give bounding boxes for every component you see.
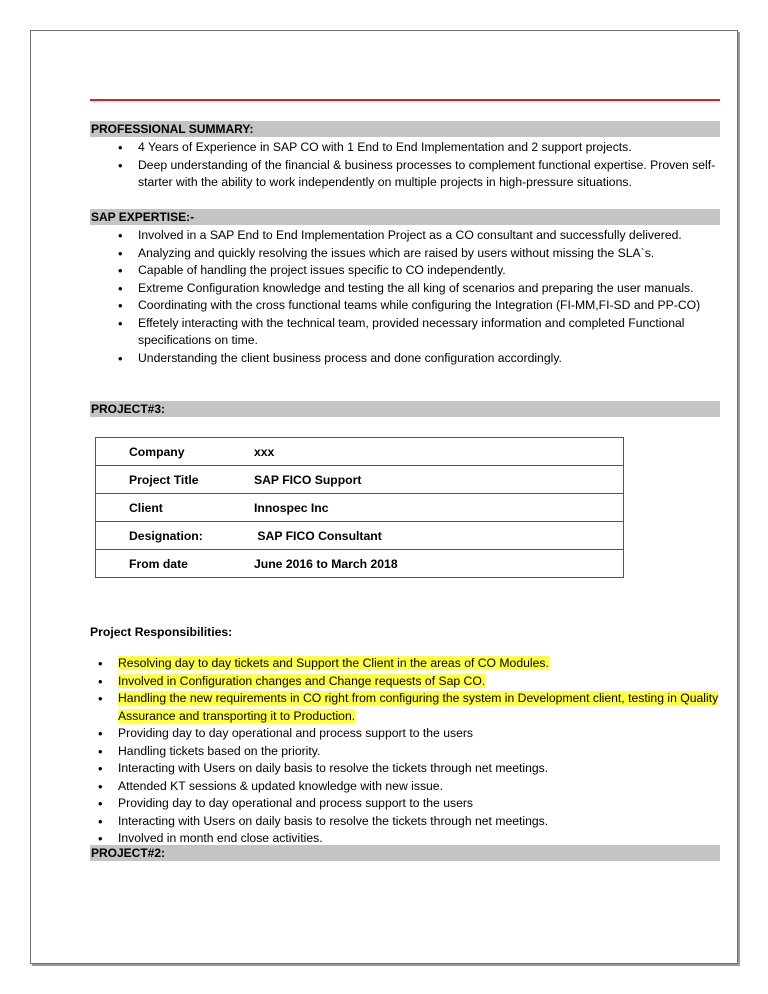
list-item: • Handling tickets based on the priority. bbox=[90, 743, 730, 761]
list-item: • Providing day to day operational and process support to the users bbox=[90, 795, 730, 813]
table-key: Designation: bbox=[96, 522, 255, 550]
responsibilities-heading: Project Responsibilities: bbox=[90, 625, 233, 639]
table-row bbox=[96, 494, 624, 522]
table-row bbox=[96, 522, 624, 550]
list-item: • Interacting with Users on daily basis to resolve the tickets through net meetings. bbox=[90, 813, 730, 831]
list-item: • Interacting with Users on daily basis to resolve the tickets through net meetings. bbox=[90, 760, 730, 778]
responsibilities-list bbox=[90, 655, 730, 848]
list-item: • Extreme Configuration knowledge and testing the all king of scenarios and preparing the user manuals. bbox=[110, 280, 730, 298]
list-item: • Coordinating with the cross functional teams while configuring the Integration (FI-MM,FI-SD and PP-CO) bbox=[110, 297, 730, 315]
list-item: • Providing day to day operational and process support to the users bbox=[90, 725, 730, 743]
list-item: • Capable of handling the project issues specific to CO independently. bbox=[110, 262, 730, 280]
list-item: • Involved in month end close activities. bbox=[90, 830, 730, 848]
list-item: • Involved in Configuration changes and Change requests of Sap CO. bbox=[90, 673, 730, 691]
table-value: SAP FICO Consultant bbox=[254, 522, 624, 550]
section-heading-professional-summary: PROFESSIONAL SUMMARY: bbox=[90, 121, 720, 137]
table-row bbox=[96, 438, 624, 466]
table-value: SAP FICO Support bbox=[254, 466, 624, 494]
list-item: • Attended KT sessions & updated knowledge with new issue. bbox=[90, 778, 730, 796]
list-item: • Resolving day to day tickets and Support the Client in the areas of CO Modules. bbox=[90, 655, 730, 673]
list-item: • Analyzing and quickly resolving the issues which are raised by users without missing the SLA`s. bbox=[110, 245, 730, 263]
table-key: Project Title bbox=[96, 466, 255, 494]
sap-expertise-list bbox=[110, 227, 730, 367]
table-value: June 2016 to March 2018 bbox=[254, 550, 624, 578]
table-row bbox=[96, 550, 624, 578]
table-value: Innospec Inc bbox=[254, 494, 624, 522]
list-item: • Understanding the client business process and done configuration accordingly. bbox=[110, 350, 730, 368]
list-item: • Effetely interacting with the technical team, provided necessary information and completed Functional specifications on time. bbox=[110, 315, 730, 350]
header-rule bbox=[90, 99, 720, 101]
section-heading-sap-expertise: SAP EXPERTISE:- bbox=[90, 209, 720, 225]
list-item: • 4 Years of Experience in SAP CO with 1 End to End Implementation and 2 support projects. bbox=[110, 139, 730, 157]
project-info-table bbox=[95, 437, 624, 578]
table-row bbox=[96, 466, 624, 494]
table-key: Client bbox=[96, 494, 255, 522]
table-value: xxx bbox=[254, 444, 275, 459]
professional-summary-list bbox=[110, 139, 730, 192]
section-heading-project-2: PROJECT#2: bbox=[90, 845, 720, 861]
list-item: • Involved in a SAP End to End Implementation Project as a CO consultant and successfully delivered. bbox=[110, 227, 730, 245]
table-key: From date bbox=[96, 550, 255, 578]
section-heading-project-3: PROJECT#3: bbox=[90, 401, 720, 417]
list-item: • Deep understanding of the financial & business processes to complement functional expertise. Proven self-starter with the ability to work independently on multiple projects in high-pressure situations. bbox=[110, 157, 730, 192]
list-item: • Handling the new requirements in CO right from configuring the system in Development client, testing in Quality Assurance and transporting it to Production. bbox=[90, 690, 730, 725]
table-key: Company bbox=[129, 444, 185, 459]
